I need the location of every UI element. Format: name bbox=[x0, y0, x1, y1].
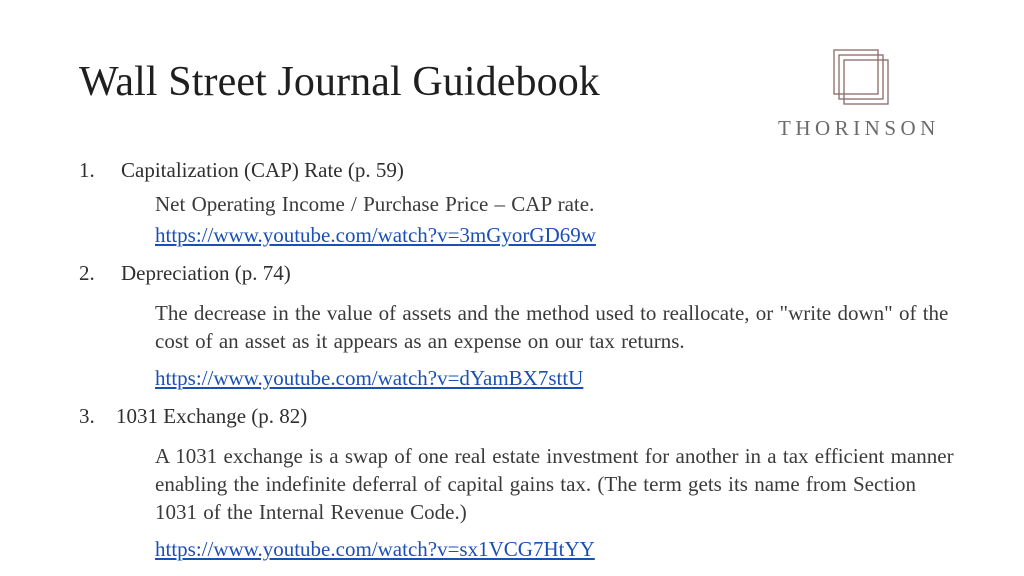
list-item-body: A 1031 exchange is a swap of one real estate investment for another in a tax efficient manner enabling the indefinite deferral of capital gains tax. (The term gets its name from Section 1031 of the Internal Revenue Code.) bbox=[155, 444, 954, 524]
youtube-link[interactable]: https://www.youtube.com/watch?v=dYamBX7sttU bbox=[155, 366, 584, 390]
list-number: 2. bbox=[79, 261, 95, 285]
list-item-heading bbox=[79, 158, 404, 183]
youtube-link[interactable]: https://www.youtube.com/watch?v=sx1VCG7HtYY bbox=[155, 537, 595, 561]
list-item-heading bbox=[79, 404, 307, 429]
youtube-link[interactable]: https://www.youtube.com/watch?v=3mGyorGD69w bbox=[155, 223, 596, 247]
list-heading-text: Depreciation (p. 74) bbox=[121, 261, 291, 285]
list-item-body: Net Operating Income / Purchase Price – CAP rate. bbox=[155, 192, 595, 216]
thorinson-logo bbox=[760, 44, 960, 140]
nested-squares-logo-icon bbox=[832, 48, 890, 106]
list-number: 3. bbox=[79, 404, 95, 428]
list-item-body: The decrease in the value of assets and the method used to reallocate, or "write down" of the cost of an asset as it appears as an expense on our tax returns. bbox=[155, 301, 949, 353]
list-number: 1. bbox=[79, 158, 95, 182]
list-item-heading bbox=[79, 261, 291, 286]
list-heading-text: Capitalization (CAP) Rate (p. 59) bbox=[121, 158, 404, 182]
list-heading-text: 1031 Exchange (p. 82) bbox=[116, 404, 308, 428]
page-title: Wall Street Journal Guidebook bbox=[79, 59, 600, 105]
logo-wordmark: THORINSON bbox=[778, 116, 940, 140]
